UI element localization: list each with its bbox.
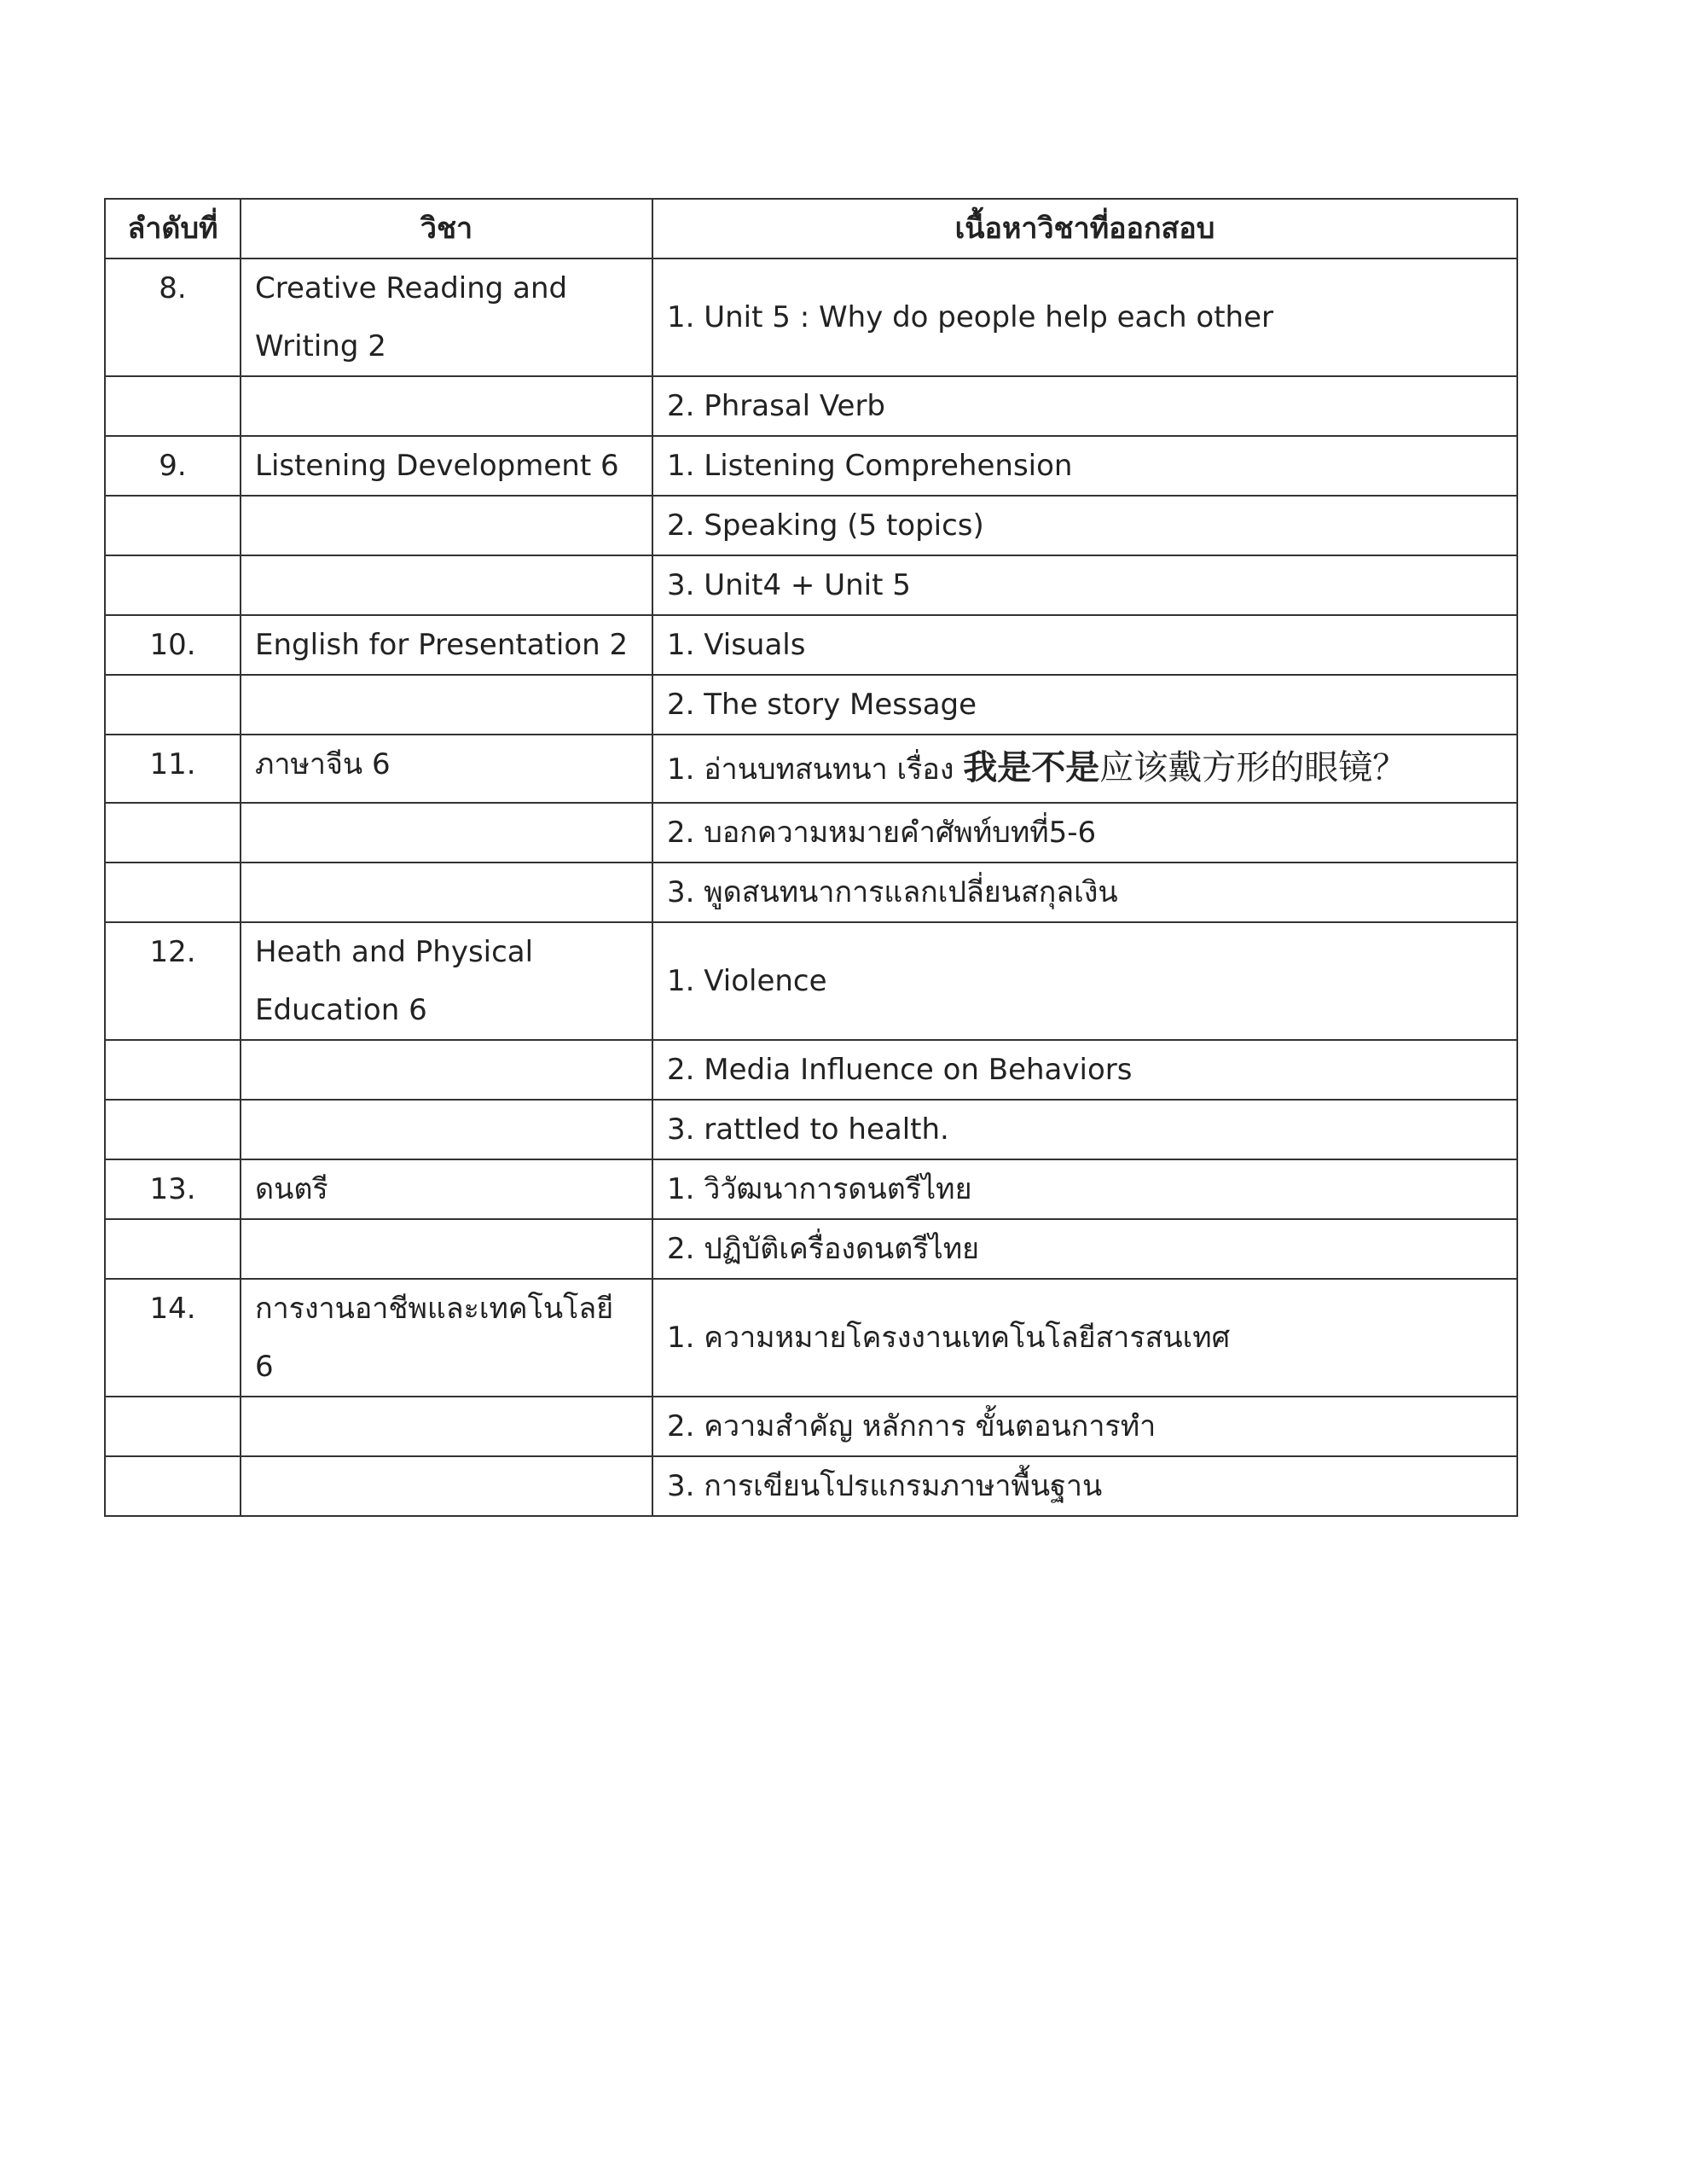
- row-subject: [241, 1100, 652, 1159]
- table-row: [105, 258, 1517, 376]
- table-row: [105, 1456, 1517, 1516]
- row-content: 1. Violence: [652, 922, 1517, 1040]
- row-subject: English for Presentation 2: [241, 615, 652, 675]
- row-number: [105, 1219, 241, 1279]
- content-chinese: 应该戴方形的眼镜？: [1099, 748, 1407, 787]
- row-content: 3. rattled to health.: [652, 1100, 1517, 1159]
- row-subject: [241, 803, 652, 863]
- row-content: 2. Media Influence on Behaviors: [652, 1040, 1517, 1100]
- row-subject: ภาษาจีน 6: [241, 735, 652, 803]
- table-row: [105, 1100, 1517, 1159]
- exam-content-sheet: [104, 198, 1516, 1517]
- row-number: [105, 1456, 241, 1516]
- header-subject: วิชา: [241, 199, 652, 258]
- table-row: [105, 735, 1517, 803]
- table-row: [105, 675, 1517, 735]
- table-row: [105, 436, 1517, 496]
- table-row: [105, 1219, 1517, 1279]
- row-number: [105, 675, 241, 735]
- row-subject: [241, 675, 652, 735]
- row-subject: ดนตรี: [241, 1159, 652, 1219]
- row-content: 1. Visuals: [652, 615, 1517, 675]
- row-content: 2. The story Message: [652, 675, 1517, 735]
- row-subject: [241, 376, 652, 436]
- row-content: 2. Phrasal Verb: [652, 376, 1517, 436]
- table-row: [105, 1159, 1517, 1219]
- header-exam-content: เนื้อหาวิชาที่ออกสอบ: [652, 199, 1517, 258]
- header-order: ลำดับที่: [105, 199, 241, 258]
- row-content: 3. การเขียนโปรแกรมภาษาพื้นฐาน: [652, 1456, 1517, 1516]
- row-subject: [241, 496, 652, 555]
- table-row: [105, 803, 1517, 863]
- row-subject: [241, 555, 652, 615]
- row-number: 14.: [105, 1279, 241, 1397]
- row-number: [105, 1100, 241, 1159]
- row-number: [105, 803, 241, 863]
- table-row: [105, 496, 1517, 555]
- row-number: [105, 555, 241, 615]
- row-content: 2. ความสำคัญ หลักการ ขั้นตอนการทำ: [652, 1397, 1517, 1456]
- table-row: [105, 1397, 1517, 1456]
- row-number: [105, 496, 241, 555]
- row-content: 2. ปฏิบัติเครื่องดนตรีไทย: [652, 1219, 1517, 1279]
- table-row: [105, 555, 1517, 615]
- row-number: 13.: [105, 1159, 241, 1219]
- row-subject: [241, 1219, 652, 1279]
- row-content: 2. Speaking (5 topics): [652, 496, 1517, 555]
- table-row: [105, 1279, 1517, 1397]
- row-number: 9.: [105, 436, 241, 496]
- row-subject: [241, 1456, 652, 1516]
- table-row: [105, 376, 1517, 436]
- table-row: [105, 615, 1517, 675]
- row-subject: Creative Reading and Writing 2: [241, 258, 652, 376]
- row-number: 10.: [105, 615, 241, 675]
- row-content: 1. วิวัฒนาการดนตรีไทย: [652, 1159, 1517, 1219]
- row-content: 1. ความหมายโครงงานเทคโนโลยีสารสนเทศ: [652, 1279, 1517, 1397]
- row-number: [105, 1397, 241, 1456]
- row-subject: Listening Development 6: [241, 436, 652, 496]
- row-content: 1. Unit 5 : Why do people help each other: [652, 258, 1517, 376]
- row-number: [105, 376, 241, 436]
- row-content: 3. Unit4 + Unit 5: [652, 555, 1517, 615]
- row-content: 3. พูดสนทนาการแลกเปลี่ยนสกุลเงิน: [652, 863, 1517, 922]
- table-row: [105, 922, 1517, 1040]
- row-number: 8.: [105, 258, 241, 376]
- table-header-row: [105, 199, 1517, 258]
- row-number: [105, 863, 241, 922]
- row-number: [105, 1040, 241, 1100]
- row-number: 12.: [105, 922, 241, 1040]
- content-prefix: 1. อ่านบทสนทนา เรื่อง: [667, 752, 964, 787]
- row-content: 2. บอกความหมายคำศัพท์บทที่5-6: [652, 803, 1517, 863]
- row-content: 1. Listening Comprehension: [652, 436, 1517, 496]
- row-subject: [241, 863, 652, 922]
- row-subject: [241, 1397, 652, 1456]
- content-chinese-bold: 我是不是: [963, 748, 1100, 787]
- table-row: [105, 1040, 1517, 1100]
- row-subject: การงานอาชีพและเทคโนโลยี 6: [241, 1279, 652, 1397]
- exam-content-table: [104, 198, 1518, 1517]
- table-row: [105, 863, 1517, 922]
- row-subject: [241, 1040, 652, 1100]
- row-subject: Heath and Physical Education 6: [241, 922, 652, 1040]
- row-content: [652, 735, 1517, 803]
- row-number: 11.: [105, 735, 241, 803]
